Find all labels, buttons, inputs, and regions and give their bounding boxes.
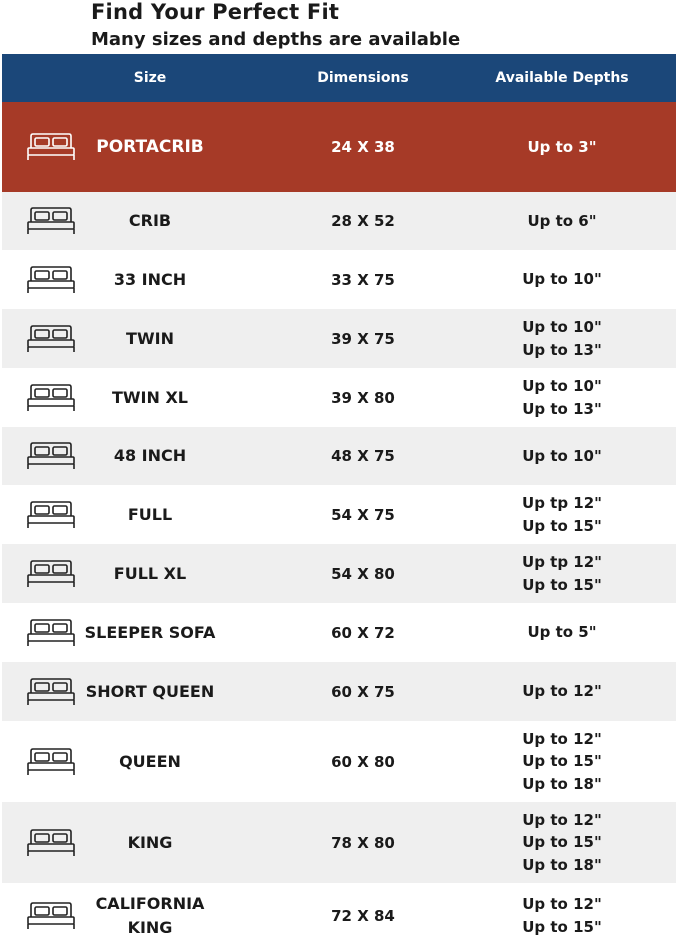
bed-icon — [26, 675, 76, 709]
dimensions-cell: 28 X 52 — [331, 212, 395, 230]
dimensions-cell: 39 X 75 — [331, 329, 395, 348]
depths-cell — [428, 375, 676, 420]
table-row — [2, 427, 676, 485]
table-row — [2, 368, 676, 427]
depth-value: Up to 5" — [527, 623, 597, 642]
bed-icon — [26, 557, 76, 591]
depths-cell — [428, 492, 676, 537]
bed-icon — [26, 498, 76, 532]
dimensions-cell: 60 X 80 — [331, 752, 395, 771]
depths-cell — [428, 680, 676, 703]
dimensions-cell: 60 X 72 — [331, 623, 395, 642]
table-row — [2, 721, 676, 802]
column-header-dimensions: Dimensions — [317, 70, 409, 86]
depths-cell — [428, 551, 676, 596]
depth-value: Up tp 12" — [522, 494, 602, 512]
size-cell: QUEEN — [119, 751, 181, 771]
column-header-depths: Available Depths — [495, 70, 629, 86]
dimensions-cell: 54 X 80 — [331, 564, 395, 583]
size-cell: 33 INCH — [113, 269, 187, 289]
dimensions-cell: 54 X 75 — [331, 505, 395, 524]
table-body — [2, 102, 676, 936]
dimensions-cell: 39 X 80 — [331, 388, 395, 407]
depths-cell — [428, 268, 676, 291]
size-cell: CALIFORNIA KING — [95, 893, 205, 936]
page-title: Find Your Perfect Fit — [91, 0, 340, 24]
depth-value: Up to 15" — [522, 752, 602, 771]
depth-value: Up to 10" — [522, 270, 602, 289]
dimensions-cell: 33 X 75 — [331, 270, 395, 289]
depth-value: Up to 15" — [522, 833, 602, 852]
table-row — [2, 250, 676, 309]
bed-icon — [26, 899, 76, 933]
depth-value: Up to 15" — [522, 917, 602, 936]
depth-value: Up to 12" — [522, 895, 602, 913]
depth-value: Up to 12" — [522, 810, 602, 829]
bed-icon — [26, 439, 76, 473]
depth-value: Up to 15" — [522, 516, 602, 535]
size-cell: FULL XL — [113, 563, 187, 583]
depths-cell — [428, 136, 676, 159]
size-cell: KING — [127, 832, 173, 852]
bed-icon — [26, 745, 76, 779]
table-row — [2, 603, 676, 662]
size-cell: TWIN — [126, 328, 174, 348]
size-table — [2, 54, 676, 936]
table-row — [2, 192, 676, 250]
depth-value: Up to 10" — [522, 377, 602, 395]
depths-cell — [428, 621, 676, 644]
size-cell: PORTACRIB — [96, 137, 204, 157]
size-cell: SHORT QUEEN — [85, 681, 215, 701]
depth-value: Up to 18" — [522, 774, 602, 793]
depth-value: Up to 3" — [527, 137, 597, 156]
table-row — [2, 544, 676, 603]
depths-cell — [428, 316, 676, 361]
depth-value: Up tp 12" — [522, 553, 602, 571]
table-row — [2, 662, 676, 721]
bed-icon — [26, 826, 76, 860]
dimensions-cell: 72 X 84 — [331, 906, 395, 925]
depth-value: Up to 12" — [522, 682, 602, 701]
depths-cell — [428, 210, 676, 233]
depth-value: Up to 10" — [522, 318, 602, 336]
bed-icon — [26, 130, 76, 164]
dimensions-cell: 60 X 75 — [331, 682, 395, 701]
depth-value: Up to 12" — [522, 729, 602, 748]
size-cell: TWIN XL — [111, 387, 188, 407]
depth-value: Up to 6" — [527, 211, 597, 230]
dimensions-cell: 48 X 75 — [331, 447, 395, 465]
depth-value: Up to 18" — [522, 855, 602, 874]
bed-icon — [26, 616, 76, 650]
bed-icon — [26, 381, 76, 415]
table-header — [2, 54, 676, 102]
table-row — [2, 485, 676, 544]
depths-cell — [428, 445, 676, 468]
table-row — [2, 309, 676, 368]
depths-cell — [428, 893, 676, 936]
depths-cell — [428, 728, 676, 796]
size-cell: 48 INCH — [113, 446, 187, 465]
column-header-size: Size — [133, 70, 167, 86]
bed-icon — [26, 204, 76, 238]
depth-value: Up to 10" — [522, 446, 602, 465]
table-row — [2, 802, 676, 883]
depth-value: Up to 13" — [522, 340, 602, 359]
size-cell: FULL — [127, 504, 173, 524]
table-row — [2, 102, 676, 192]
bed-icon — [26, 263, 76, 297]
depths-cell — [428, 809, 676, 877]
bed-icon — [26, 322, 76, 356]
page-subtitle: Many sizes and depths are available — [91, 29, 461, 50]
heading — [91, 0, 460, 51]
size-cell: CRIB — [128, 211, 172, 230]
table-row — [2, 883, 676, 936]
dimensions-cell: 78 X 80 — [331, 833, 395, 852]
depth-value: Up to 13" — [522, 399, 602, 418]
size-cell: SLEEPER SOFA — [84, 622, 216, 642]
dimensions-cell: 24 X 38 — [331, 138, 395, 156]
depth-value: Up to 15" — [522, 575, 602, 594]
